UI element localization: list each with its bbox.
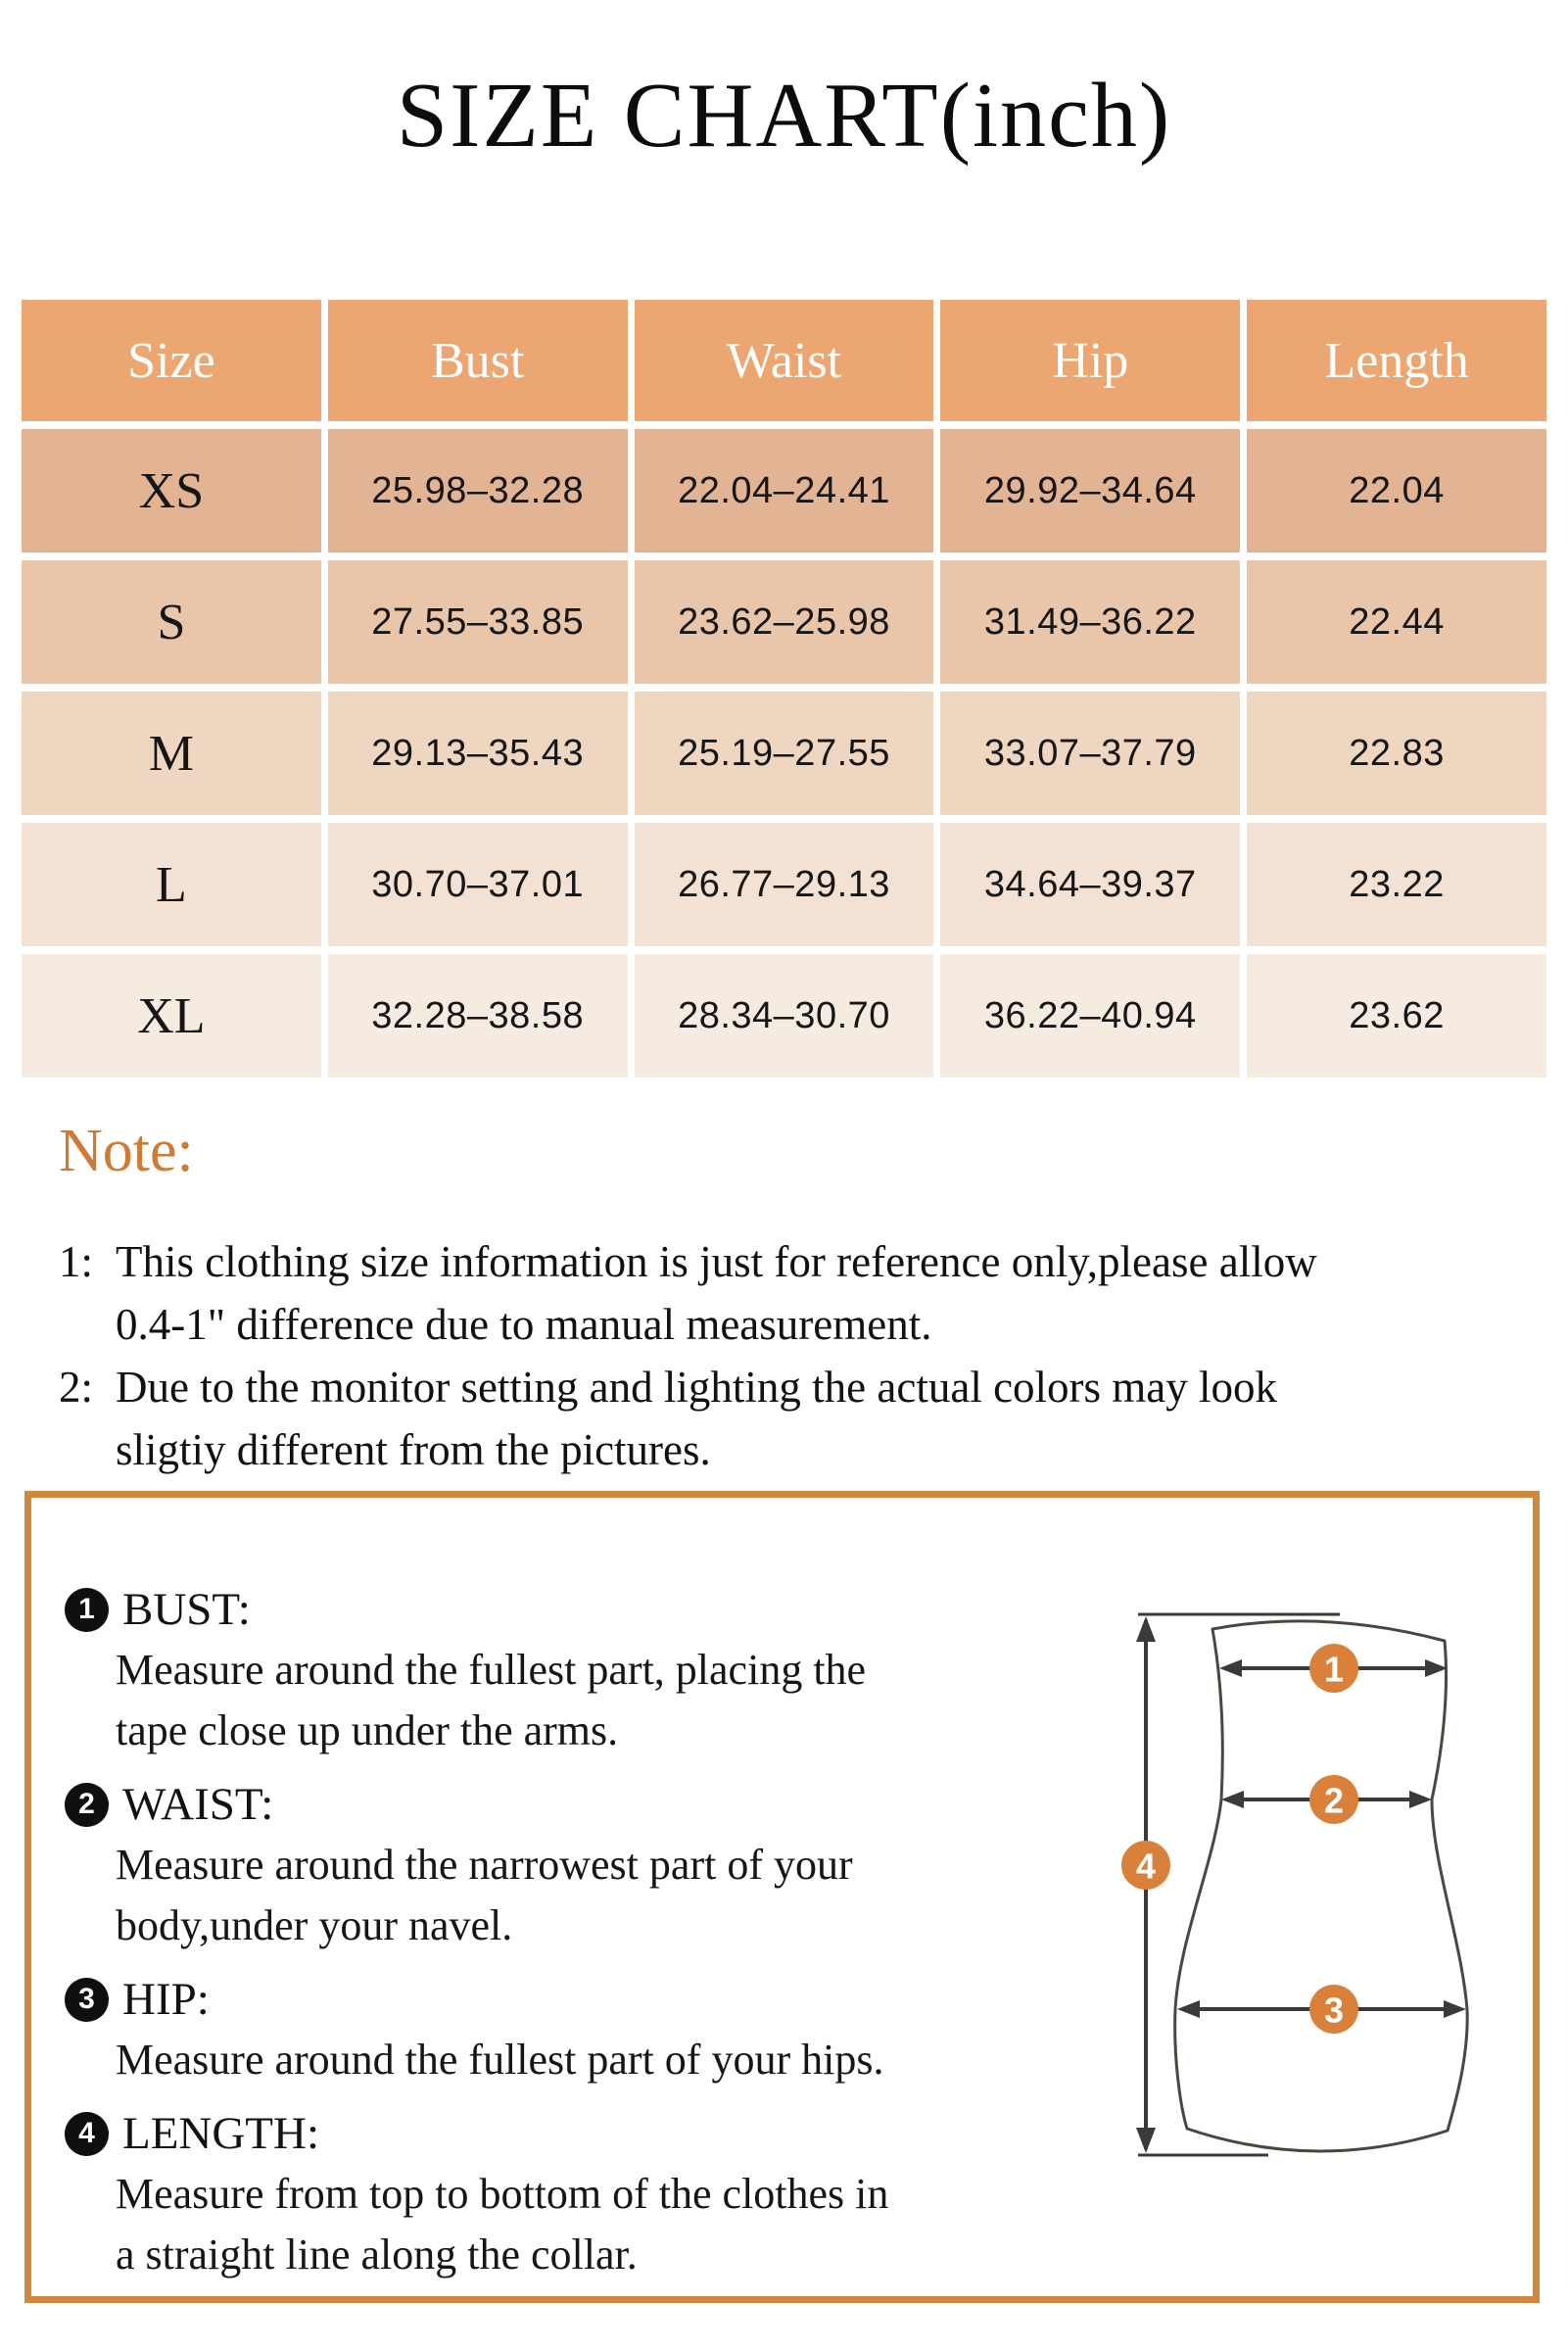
guide-item-bust-label: BUST: <box>122 1584 251 1635</box>
dress-measurement-diagram <box>1077 1567 1528 2199</box>
svg-text:4: 4 <box>1135 1846 1157 1887</box>
xs-length-value: 22.04 <box>1247 429 1546 552</box>
guide-item-length-line-2: a straight line along the collar. <box>116 2231 638 2279</box>
guide-item-waist-label: WAIST: <box>122 1779 274 1830</box>
diagram-length-badge <box>1121 1841 1170 1890</box>
guide-item-hip-header <box>65 1969 1034 2030</box>
note-item-1-text <box>116 1230 1317 1356</box>
guide-item-bust-line-1: Measure around the fullest part, placing the <box>116 1646 867 1694</box>
note-list <box>59 1230 1528 1481</box>
xs-bust-value: 25.98–32.28 <box>328 429 628 552</box>
guide-item-bust <box>65 1579 1034 1761</box>
note-item-1-number: 1: <box>59 1237 94 1286</box>
note-item-2-line-1: Due to the monitor setting and lighting the actual colors may look <box>116 1363 1278 1412</box>
note-item-2 <box>59 1356 1528 1481</box>
note-item-2-text <box>116 1356 1277 1481</box>
svg-text:3: 3 <box>1323 1990 1345 2031</box>
guide-item-length-line-1: Measure from top to bottom of the clothes in <box>116 2170 889 2218</box>
note-item-1 <box>59 1230 1528 1356</box>
size-table <box>22 300 1546 1078</box>
note-item-1-line-1: This clothing size information is just for reference only,please allow <box>116 1237 1317 1286</box>
number-3-badge: 3 <box>65 1978 109 2022</box>
svg-text:2: 2 <box>1323 1780 1345 1821</box>
l-bust-value: 30.70–37.01 <box>328 823 628 946</box>
s-hip-value: 31.49–36.22 <box>940 560 1240 684</box>
guide-item-hip-label: HIP: <box>122 1974 210 2025</box>
number-2-badge: 2 <box>65 1783 109 1827</box>
l-length-value: 23.22 <box>1247 823 1546 946</box>
xl-bust-value: 32.28–38.58 <box>328 954 628 1078</box>
xl-length-value: 23.62 <box>1247 954 1546 1078</box>
guide-item-length-header <box>65 2103 1034 2164</box>
xs-hip-value: 29.92–34.64 <box>940 429 1240 552</box>
guide-item-waist <box>65 1774 1034 1956</box>
number-1-badge: 1 <box>65 1588 109 1632</box>
note-item-2-line-2: sligtiy different from the pictures. <box>116 1425 711 1474</box>
svg-text:1: 1 <box>1323 1649 1345 1690</box>
dress-outline-drawing <box>1175 1621 1468 2151</box>
guide-item-hip-line-1: Measure around the fullest part of your hips. <box>116 2036 884 2084</box>
guide-item-waist-line-1: Measure around the narrowest part of your <box>116 1841 853 1889</box>
diagram-hip-badge <box>1309 1985 1358 2034</box>
size-label-m: M <box>22 692 321 815</box>
guide-item-waist-header <box>65 1774 1034 1835</box>
diagram-waist-badge <box>1309 1775 1358 1824</box>
note-item-1-line-2: 0.4-1" difference due to manual measurement. <box>116 1300 932 1349</box>
size-label-s: S <box>22 560 321 684</box>
guide-item-length-label: LENGTH: <box>122 2108 320 2159</box>
guide-item-hip-description <box>116 2030 1034 2090</box>
column-header-length: Length <box>1247 300 1546 421</box>
xs-waist-value: 22.04–24.41 <box>635 429 934 552</box>
note-item-2-number: 2: <box>59 1363 94 1412</box>
m-length-value: 22.83 <box>1247 692 1546 815</box>
size-label-l: L <box>22 823 321 946</box>
s-bust-value: 27.55–33.85 <box>328 560 628 684</box>
note-heading: Note: <box>59 1118 194 1184</box>
page-title: SIZE CHART(inch) <box>396 65 1172 167</box>
size-label-xl: XL <box>22 954 321 1078</box>
column-header-bust: Bust <box>328 300 628 421</box>
m-hip-value: 33.07–37.79 <box>940 692 1240 815</box>
guide-item-hip <box>65 1969 1034 2090</box>
diagram-bust-badge <box>1309 1644 1358 1693</box>
guide-item-bust-line-2: tape close up under the arms. <box>116 1706 619 1754</box>
guide-item-bust-description <box>116 1640 1034 1761</box>
m-bust-value: 29.13–35.43 <box>328 692 628 815</box>
xl-waist-value: 28.34–30.70 <box>635 954 934 1078</box>
guide-item-waist-line-2: body,under your navel. <box>116 1901 513 1949</box>
l-hip-value: 34.64–39.37 <box>940 823 1240 946</box>
xl-hip-value: 36.22–40.94 <box>940 954 1240 1078</box>
column-header-size: Size <box>22 300 321 421</box>
s-waist-value: 23.62–25.98 <box>635 560 934 684</box>
size-label-xs: XS <box>22 429 321 552</box>
guide-item-bust-header <box>65 1579 1034 1640</box>
guide-item-waist-description <box>116 1835 1034 1956</box>
m-waist-value: 25.19–27.55 <box>635 692 934 815</box>
guide-item-length <box>65 2103 1034 2285</box>
number-4-badge: 4 <box>65 2112 109 2156</box>
measuring-guide-list <box>65 1579 1034 2298</box>
guide-item-length-description <box>116 2164 1034 2285</box>
column-header-waist: Waist <box>635 300 934 421</box>
column-header-hip: Hip <box>940 300 1240 421</box>
l-waist-value: 26.77–29.13 <box>635 823 934 946</box>
s-length-value: 22.44 <box>1247 560 1546 684</box>
